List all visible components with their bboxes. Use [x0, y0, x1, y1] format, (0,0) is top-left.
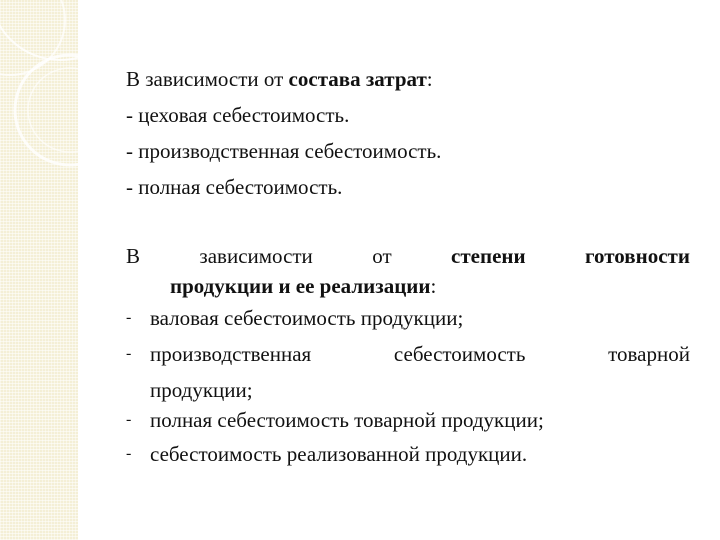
decorative-side-band	[0, 0, 78, 540]
list-item: - производственная себестоимость.	[126, 139, 442, 163]
bullet-dash: -	[126, 345, 132, 362]
block2-heading-continued: продукции и ее реализации:	[170, 274, 437, 298]
list-item: - полная себестоимость.	[126, 175, 343, 199]
circle-ornament-icon	[0, 0, 78, 540]
bullet-dash: -	[126, 445, 132, 462]
bullet-dash: -	[126, 309, 132, 326]
bullet-dash: -	[126, 411, 132, 428]
block2-heading: В зависимости от степени готовности	[126, 244, 690, 268]
list-item: - цеховая себестоимость.	[126, 103, 350, 127]
block1-heading: В зависимости от состава затрат:	[126, 67, 433, 91]
